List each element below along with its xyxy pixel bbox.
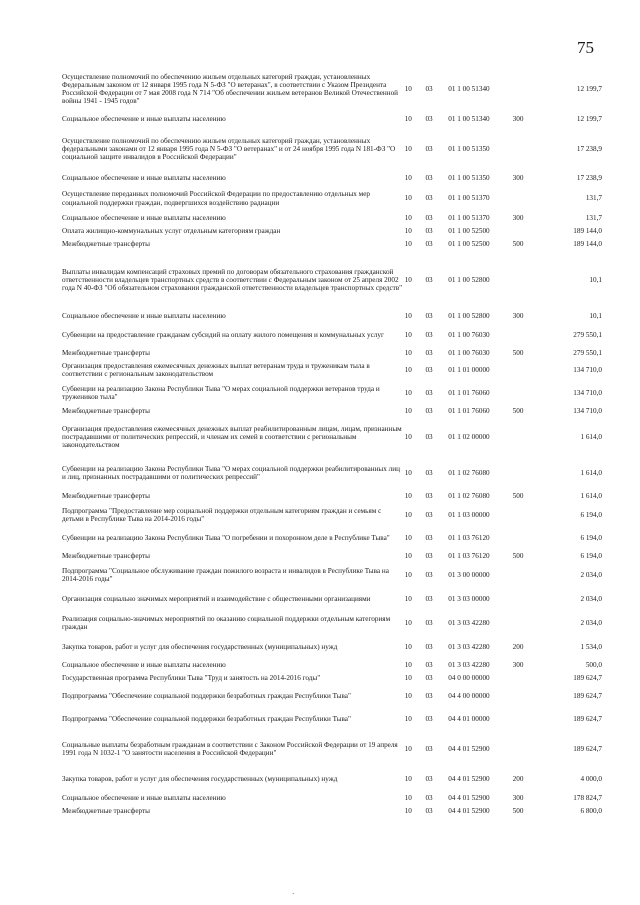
target-article-cell: 01 1 00 76030 — [448, 330, 490, 339]
amount-cell: 2 034,0 — [580, 594, 602, 603]
target-article-cell: 04 4 01 52900 — [448, 744, 490, 753]
expense-type-cell: 500 — [512, 407, 524, 416]
table-row — [62, 672, 602, 685]
amount-cell: 279 550,1 — [573, 348, 602, 357]
target-article-cell: 01 1 02 00000 — [448, 432, 490, 441]
expense-type-cell: 500 — [512, 551, 524, 560]
target-article-cell: 01 1 00 52500 — [448, 226, 490, 235]
table-row — [62, 611, 602, 635]
subsection-code-cell: 03 — [425, 551, 433, 560]
table-row — [62, 635, 602, 659]
section-code-cell: 10 — [404, 674, 412, 683]
subsection-code-cell: 03 — [425, 226, 433, 235]
target-article-cell: 01 3 03 42280 — [448, 618, 490, 627]
subsection-code-cell: 03 — [425, 275, 433, 284]
row-name-cell: Социальное обеспечение и иные выплаты населению — [62, 174, 226, 183]
expense-type-cell: 500 — [512, 239, 524, 248]
amount-cell: 1 534,0 — [580, 642, 602, 651]
expense-type-cell — [513, 66, 544, 112]
table-row — [62, 563, 602, 587]
table-row — [62, 237, 602, 251]
target-article-cell: 01 1 02 76080 — [448, 468, 490, 477]
target-article-cell: 01 1 00 51350 — [448, 144, 490, 153]
expense-type-cell — [513, 672, 544, 685]
expense-type-cell: 500 — [512, 806, 524, 815]
table-row — [62, 323, 602, 347]
row-name-cell: Подпрограмма "Социальное обслуживание граждан пожилого возраста и инвалидов в Республике Тыва на 2014-2016 годы" — [62, 566, 389, 583]
amount-cell: 178 824,7 — [573, 793, 602, 802]
expense-type-cell — [513, 707, 544, 731]
section-code-cell: 10 — [404, 793, 412, 802]
table-row — [62, 456, 602, 490]
page-number: 75 — [577, 38, 594, 57]
table-row — [62, 185, 602, 212]
table-row — [62, 347, 602, 359]
expense-type-cell — [513, 323, 544, 347]
target-article-cell: 01 1 02 76080 — [448, 492, 490, 501]
subsection-code-cell: 03 — [425, 793, 433, 802]
expense-type-cell: 300 — [512, 114, 524, 123]
section-code-cell: 10 — [404, 365, 412, 374]
row-name-cell: Социальное обеспечение и иные выплаты населению — [62, 214, 226, 223]
row-name-cell: Закупка товаров, работ и услуг для обеспечения государственных (муниципальных) нужд — [62, 642, 338, 651]
target-article-cell: 01 1 03 76120 — [448, 551, 490, 560]
row-name-cell: Организация предоставления ежемесячных денежных выплат реабилитированным лицам, лицам, признанным пострадавшими от политических репрессий, и членам их семей в соответствии с региональным законодательством — [62, 424, 402, 450]
row-name-cell: Межбюджетные трансферты — [62, 407, 150, 416]
subsection-code-cell: 03 — [425, 84, 433, 93]
expense-type-cell: 300 — [512, 793, 524, 802]
section-code-cell: 10 — [404, 226, 412, 235]
amount-cell: 2 034,0 — [580, 570, 602, 579]
section-code-cell: 10 — [404, 432, 412, 441]
section-code-cell: 10 — [404, 407, 412, 416]
table-row — [62, 251, 602, 309]
expense-type-cell: 500 — [512, 492, 524, 501]
expense-type-cell — [513, 381, 544, 405]
table-row — [62, 172, 602, 185]
row-name-cell: Подпрограмма "Обеспечение социальной поддержки безработных граждан Республики Тыва" — [62, 714, 351, 723]
target-article-cell: 01 1 01 76060 — [448, 388, 490, 397]
subsection-code-cell: 03 — [425, 642, 433, 651]
amount-cell: 12 199,7 — [576, 114, 602, 123]
subsection-code-cell: 03 — [425, 691, 433, 700]
expense-type-cell: 300 — [512, 311, 524, 320]
scan-mark: · — [292, 890, 295, 898]
target-article-cell: 04 0 00 00000 — [448, 674, 490, 683]
row-name-cell: Социальное обеспечение и иные выплаты населению — [62, 793, 226, 802]
subsection-code-cell: 03 — [425, 311, 433, 320]
amount-cell: 189 144,0 — [573, 239, 602, 248]
section-code-cell: 10 — [404, 84, 412, 93]
amount-cell: 189 144,0 — [573, 226, 602, 235]
section-code-cell: 10 — [404, 510, 412, 519]
expense-type-cell — [513, 225, 544, 237]
section-code-cell: 10 — [404, 744, 412, 753]
target-article-cell: 01 1 00 51350 — [448, 174, 490, 183]
amount-cell: 1 614,0 — [580, 492, 602, 501]
section-code-cell: 10 — [404, 642, 412, 651]
amount-cell: 189 624,7 — [573, 674, 602, 683]
subsection-code-cell: 03 — [425, 774, 433, 783]
amount-cell: 1 614,0 — [580, 468, 602, 477]
section-code-cell: 10 — [404, 468, 412, 477]
amount-cell: 2 034,0 — [580, 618, 602, 627]
target-article-cell: 01 1 01 00000 — [448, 365, 490, 374]
amount-cell: 17 238,9 — [576, 174, 602, 183]
section-code-cell: 10 — [404, 114, 412, 123]
target-article-cell: 01 3 03 42280 — [448, 661, 490, 670]
section-code-cell: 10 — [404, 144, 412, 153]
amount-cell: 10,1 — [589, 311, 602, 320]
row-name-cell: Оплата жилищно-коммунальных услуг отдельным категориям граждан — [62, 226, 281, 235]
expense-type-cell — [513, 359, 544, 381]
row-name-cell: Межбюджетные трансферты — [62, 492, 150, 501]
target-article-cell: 04 4 01 52900 — [448, 774, 490, 783]
subsection-code-cell: 03 — [425, 744, 433, 753]
section-code-cell: 10 — [404, 594, 412, 603]
target-article-cell: 01 1 00 52500 — [448, 239, 490, 248]
amount-cell: 1 614,0 — [580, 432, 602, 441]
expense-type-cell — [513, 527, 544, 549]
section-code-cell: 10 — [404, 330, 412, 339]
section-code-cell: 10 — [404, 774, 412, 783]
expense-type-cell: 200 — [512, 642, 524, 651]
amount-cell: 189 624,7 — [573, 714, 602, 723]
target-article-cell: 01 1 01 76060 — [448, 407, 490, 416]
row-name-cell: Организация социально значимых мероприятий и взаимодействие с общественными организациями — [62, 594, 371, 603]
target-article-cell: 04 4 01 52900 — [448, 806, 490, 815]
table-row — [62, 527, 602, 549]
amount-cell: 6 194,0 — [580, 533, 602, 542]
expense-type-cell: 500 — [512, 348, 524, 357]
amount-cell: 279 550,1 — [573, 330, 602, 339]
row-name-cell: Социальное обеспечение и иные выплаты населению — [62, 661, 226, 670]
table-row — [62, 685, 602, 707]
section-code-cell: 10 — [404, 214, 412, 223]
row-name-cell: Закупка товаров, работ и услуг для обеспечения государственных (муниципальных) нужд — [62, 774, 338, 783]
section-code-cell: 10 — [404, 311, 412, 320]
row-name-cell: Межбюджетные трансферты — [62, 348, 150, 357]
subsection-code-cell: 03 — [425, 468, 433, 477]
subsection-code-cell: 03 — [425, 348, 433, 357]
expense-type-cell: 200 — [512, 774, 524, 783]
expense-type-cell — [513, 611, 544, 635]
amount-cell: 10,1 — [589, 275, 602, 284]
row-name-cell: Субвенции на реализацию Закона Республики Тыва "О погребении и похоронном деле в Республике Тыва" — [62, 533, 390, 542]
table-row — [62, 309, 602, 323]
subsection-code-cell: 03 — [425, 492, 433, 501]
expense-type-cell — [513, 456, 544, 490]
subsection-code-cell: 03 — [425, 330, 433, 339]
target-article-cell: 01 1 00 51370 — [448, 194, 490, 203]
target-article-cell: 01 1 00 51340 — [448, 84, 490, 93]
section-code-cell: 10 — [404, 492, 412, 501]
row-name-cell: Осуществление полномочий по обеспечению жильем отдельных категорий граждан, установленных федеральными законами от 12 января 1995 года N 5-ФЗ "О ветеранах" и от 24 ноября 1995 года N 181-ФЗ "О социальной защите инвалидов в Российской Федерации" — [62, 136, 396, 162]
subsection-code-cell: 03 — [425, 407, 433, 416]
target-article-cell: 01 1 00 51340 — [448, 114, 490, 123]
subsection-code-cell: 03 — [425, 510, 433, 519]
budget-table-body — [62, 66, 602, 817]
table-row — [62, 66, 602, 112]
section-code-cell: 10 — [404, 533, 412, 542]
subsection-code-cell: 03 — [425, 194, 433, 203]
row-name-cell: Межбюджетные трансферты — [62, 551, 150, 560]
table-row — [62, 805, 602, 817]
subsection-code-cell: 03 — [425, 661, 433, 670]
amount-cell: 131,7 — [585, 194, 602, 203]
expense-type-cell: 300 — [512, 214, 524, 223]
section-code-cell: 10 — [404, 174, 412, 183]
row-name-cell: Социальное обеспечение и иные выплаты населению — [62, 311, 226, 320]
section-code-cell: 10 — [404, 348, 412, 357]
row-name-cell: Межбюджетные трансферты — [62, 806, 150, 815]
subsection-code-cell: 03 — [425, 570, 433, 579]
amount-cell: 4 000,0 — [580, 774, 602, 783]
expense-type-cell — [513, 587, 544, 611]
target-article-cell: 01 1 00 52800 — [448, 275, 490, 284]
section-code-cell: 10 — [404, 388, 412, 397]
target-article-cell: 04 4 01 52900 — [448, 793, 490, 802]
section-code-cell: 10 — [404, 275, 412, 284]
expense-type-cell — [513, 185, 544, 212]
amount-cell: 17 238,9 — [576, 144, 602, 153]
expense-type-cell — [513, 563, 544, 587]
section-code-cell: 10 — [404, 194, 412, 203]
target-article-cell: 01 3 03 00000 — [448, 594, 490, 603]
subsection-code-cell: 03 — [425, 806, 433, 815]
expense-type-cell: 300 — [512, 174, 524, 183]
table-row — [62, 503, 602, 527]
row-name-cell: Субвенции на реализацию Закона Республики Тыва "О мерах социальной поддержки реабилитированных лиц и лиц, признанных пострадавшими от политических репрессий" — [62, 464, 400, 481]
row-name-cell: Подпрограмма "Предоставление мер социальной поддержки отдельным категориям граждан и семьям с детьми в Республике Тыва на 2014-2016 годы" — [62, 506, 382, 523]
subsection-code-cell: 03 — [425, 533, 433, 542]
table-row — [62, 405, 602, 418]
table-row — [62, 225, 602, 237]
table-row — [62, 126, 602, 172]
target-article-cell: 01 1 00 52800 — [448, 311, 490, 320]
subsection-code-cell: 03 — [425, 388, 433, 397]
table-row — [62, 707, 602, 731]
section-code-cell: 10 — [404, 618, 412, 627]
target-article-cell: 04 4 00 00000 — [448, 691, 490, 700]
budget-table — [62, 66, 602, 817]
section-code-cell: 10 — [404, 806, 412, 815]
amount-cell: 189 624,7 — [573, 744, 602, 753]
row-name-cell: Межбюджетные трансферты — [62, 239, 150, 248]
expense-type-cell — [513, 731, 544, 767]
amount-cell: 134 710,0 — [573, 365, 602, 374]
row-name-cell: Субвенции на предоставление гражданам субсидий на оплату жилого помещения и коммунальных услуг — [62, 330, 384, 339]
section-code-cell: 10 — [404, 551, 412, 560]
table-row — [62, 490, 602, 503]
row-name-cell: Государственная программа Республики Тыва "Труд и занятость на 2014-2016 годы" — [62, 674, 321, 683]
target-article-cell: 01 1 03 76120 — [448, 533, 490, 542]
section-code-cell: 10 — [404, 714, 412, 723]
amount-cell: 500,0 — [585, 661, 602, 670]
target-article-cell: 01 1 00 76030 — [448, 348, 490, 357]
expense-type-cell — [513, 685, 544, 707]
table-row — [62, 359, 602, 381]
table-row — [62, 767, 602, 791]
expense-type-cell — [513, 126, 544, 172]
table-row — [62, 212, 602, 225]
section-code-cell: 10 — [404, 691, 412, 700]
row-name-cell: Социальное обеспечение и иные выплаты населению — [62, 114, 226, 123]
amount-cell: 6 800,0 — [580, 806, 602, 815]
target-article-cell: 01 1 00 51370 — [448, 214, 490, 223]
subsection-code-cell: 03 — [425, 618, 433, 627]
subsection-code-cell: 03 — [425, 594, 433, 603]
subsection-code-cell: 03 — [425, 114, 433, 123]
subsection-code-cell: 03 — [425, 365, 433, 374]
target-article-cell: 01 1 03 00000 — [448, 510, 490, 519]
table-row — [62, 791, 602, 805]
row-name-cell: Реализация социально-значимых мероприятий по оказанию социальной поддержки отдельным категориям граждан — [62, 614, 391, 631]
subsection-code-cell: 03 — [425, 714, 433, 723]
row-name-cell: Организация предоставления ежемесячных денежных выплат ветеранам труда и труженикам тыла в соответствии с региональным законодательством — [62, 361, 370, 378]
row-name-cell: Осуществление полномочий по обеспечению жильем отдельных категорий граждан, установленных Федеральным законом от 12 января 1995 года N 5-ФЗ "О ветеранах", в соответствии с Указом Президента Российской Федерации от 7 мая 2008 года N 714 "Об обеспечении жильем ветеранов Великой Отечественной войны 1941 - 1945 годов" — [62, 72, 399, 106]
section-code-cell: 10 — [404, 239, 412, 248]
section-code-cell: 10 — [404, 661, 412, 670]
amount-cell: 6 194,0 — [580, 551, 602, 560]
amount-cell: 134 710,0 — [573, 407, 602, 416]
table-row — [62, 587, 602, 611]
expense-type-cell — [513, 251, 544, 309]
subsection-code-cell: 03 — [425, 674, 433, 683]
table-row — [62, 549, 602, 563]
table-row — [62, 381, 602, 405]
target-article-cell: 04 4 01 00000 — [448, 714, 490, 723]
subsection-code-cell: 03 — [425, 239, 433, 248]
row-name-cell: Социальные выплаты безработным гражданам в соответствии с Законом Российской Федерации от 19 апреля 1991 года N 1032-1 "О занятости населения в Российской Федерации" — [62, 740, 398, 757]
amount-cell: 131,7 — [585, 214, 602, 223]
subsection-code-cell: 03 — [425, 174, 433, 183]
table-row — [62, 731, 602, 767]
subsection-code-cell: 03 — [425, 144, 433, 153]
expense-type-cell — [513, 503, 544, 527]
row-name-cell: Субвенции на реализацию Закона Республики Тыва "О мерах социальной поддержки ветеранов труда и тружеников тыла" — [62, 384, 380, 401]
expense-type-cell — [513, 418, 544, 456]
row-name-cell: Осуществление переданных полномочий Российской Федерации по предоставлению отдельных мер социальной поддержки граждан, подвергшихся воздействию радиации — [62, 190, 371, 207]
table-row — [62, 418, 602, 456]
row-name-cell: Выплаты инвалидам компенсаций страховых премий по договорам обязательного страхования гражданской ответственности владельцев транспортных средств в соответствии с Федеральным законом от 25 апреля 2002 года N 40-ФЗ "Об обязательном страховании гражданской ответственности владельцев транспортных средств" — [62, 267, 403, 293]
amount-cell: 189 624,7 — [573, 691, 602, 700]
amount-cell: 6 194,0 — [580, 510, 602, 519]
expense-type-cell: 300 — [512, 661, 524, 670]
subsection-code-cell: 03 — [425, 432, 433, 441]
target-article-cell: 01 3 03 42280 — [448, 642, 490, 651]
row-name-cell: Подпрограмма "Обеспечение социальной поддержки безработных граждан Республики Тыва" — [62, 691, 351, 700]
target-article-cell: 01 3 00 00000 — [448, 570, 490, 579]
amount-cell: 134 710,0 — [573, 388, 602, 397]
subsection-code-cell: 03 — [425, 214, 433, 223]
table-row — [62, 659, 602, 672]
section-code-cell: 10 — [404, 570, 412, 579]
table-row — [62, 112, 602, 126]
amount-cell: 12 199,7 — [576, 84, 602, 93]
